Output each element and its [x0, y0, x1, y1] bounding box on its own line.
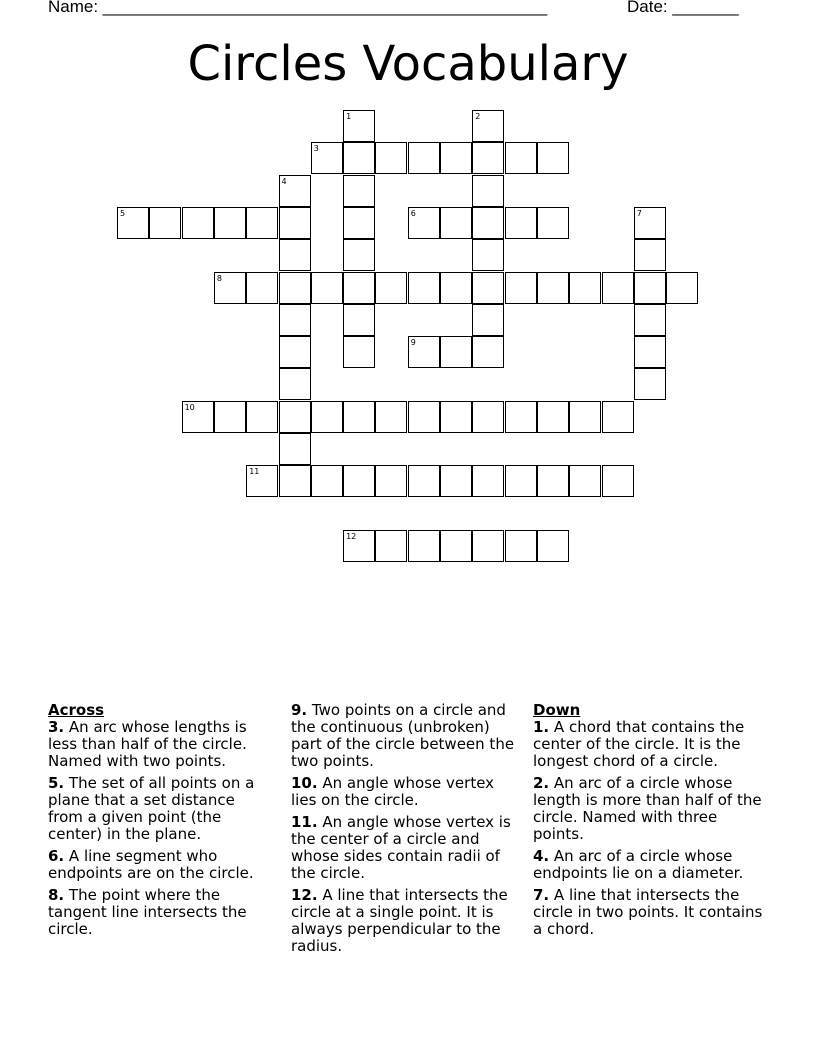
grid-cell[interactable] — [440, 207, 472, 239]
grid-cell[interactable] — [311, 465, 343, 497]
grid-cell[interactable] — [343, 207, 375, 239]
across-clue: 12. A line that intersects the circle at a single point. It is always perpendicular to the radius. — [291, 886, 508, 955]
grid-cell[interactable] — [311, 272, 343, 304]
grid-cell[interactable] — [343, 530, 375, 562]
across-clue: 3. An arc whose lengths is less than half of the circle. Named with two points. — [48, 718, 247, 770]
down-heading: Down — [533, 701, 581, 719]
grid-cell[interactable] — [408, 336, 440, 368]
grid-cell[interactable] — [311, 401, 343, 433]
date-field-label: Date: _______ — [627, 0, 739, 16]
grid-cell[interactable] — [440, 142, 472, 174]
grid-cell[interactable] — [408, 530, 440, 562]
grid-cell[interactable] — [408, 465, 440, 497]
grid-cell[interactable] — [246, 401, 278, 433]
clue-number: 6 — [410, 208, 416, 218]
clues-column-1 — [48, 702, 270, 938]
across-clue: 6. A line segment who endpoints are on the circle. — [48, 847, 254, 882]
clue-number: 7 — [636, 208, 642, 218]
grid-cell[interactable] — [279, 433, 311, 465]
grid-cell[interactable] — [279, 368, 311, 400]
grid-cell[interactable] — [537, 142, 569, 174]
grid-cell[interactable] — [634, 304, 666, 336]
grid-cell[interactable] — [472, 175, 504, 207]
grid-cell[interactable] — [279, 272, 311, 304]
grid-cell[interactable] — [569, 465, 601, 497]
clue-number: 10 — [184, 402, 195, 412]
grid-cell[interactable] — [246, 465, 278, 497]
across-clue: 9. Two points on a circle and the continuous (unbroken) part of the circle between the two points. — [291, 701, 515, 770]
grid-cell[interactable] — [311, 142, 343, 174]
grid-cell[interactable] — [408, 142, 440, 174]
grid-cell[interactable] — [343, 142, 375, 174]
grid-cell[interactable] — [279, 207, 311, 239]
grid-cell[interactable] — [472, 110, 504, 142]
grid-cell[interactable] — [472, 207, 504, 239]
clue-number: 2 — [475, 112, 481, 121]
grid-cell[interactable] — [408, 272, 440, 304]
across-clue: 5. The set of all points on a plane that a set distance from a given point (the center) in the plane. — [48, 774, 255, 843]
grid-cell[interactable] — [537, 530, 569, 562]
clue-number: 5 — [120, 208, 126, 218]
clue-number: 11 — [249, 467, 260, 477]
grid-cell[interactable] — [505, 401, 537, 433]
grid-cell[interactable] — [279, 465, 311, 497]
grid-cell[interactable] — [537, 401, 569, 433]
grid-cell[interactable] — [343, 272, 375, 304]
grid-cell[interactable] — [279, 304, 311, 336]
grid-cell[interactable] — [343, 336, 375, 368]
grid-cell[interactable] — [279, 239, 311, 271]
grid-cell[interactable] — [214, 272, 246, 304]
down-clue: 1. A chord that contains the center of the circle. It is the longest chord of a circle. — [533, 718, 745, 770]
grid-cell[interactable] — [505, 142, 537, 174]
grid-cell[interactable] — [472, 239, 504, 271]
across-clue: 10. An angle whose vertex lies on the circle. — [291, 774, 495, 809]
grid-cell[interactable] — [440, 272, 472, 304]
grid-cell[interactable] — [375, 465, 407, 497]
grid-cell[interactable] — [214, 401, 246, 433]
grid-cell[interactable] — [375, 272, 407, 304]
grid-cell[interactable] — [279, 336, 311, 368]
grid-cell[interactable] — [246, 207, 278, 239]
clue-number: 8 — [216, 273, 222, 283]
grid-cell[interactable] — [569, 401, 601, 433]
clue-number: 3 — [313, 144, 319, 154]
page-title: Circles Vocabulary — [187, 36, 629, 92]
grid-cell[interactable] — [472, 401, 504, 433]
grid-cell[interactable] — [375, 142, 407, 174]
grid-cell[interactable] — [472, 336, 504, 368]
grid-cell[interactable] — [634, 239, 666, 271]
grid-cell[interactable] — [505, 207, 537, 239]
clue-number: 9 — [410, 338, 416, 348]
clues-column-2 — [291, 702, 523, 955]
grid-cell[interactable] — [182, 401, 214, 433]
grid-cell[interactable] — [279, 175, 311, 207]
down-clue: 4. An arc of a circle whose endpoints lie on a diameter. — [533, 847, 744, 882]
down-clue: 2. An arc of a circle whose length is more than half of the circle. Named with three points. — [533, 774, 762, 843]
clue-number: 1 — [346, 112, 352, 121]
clue-number: 4 — [281, 176, 287, 186]
grid-cell[interactable] — [440, 401, 472, 433]
grid-cell[interactable] — [182, 207, 214, 239]
grid-cell[interactable] — [634, 207, 666, 239]
grid-cell[interactable] — [375, 401, 407, 433]
grid-cell[interactable] — [505, 465, 537, 497]
grid-cell[interactable] — [472, 272, 504, 304]
grid-cell[interactable] — [440, 530, 472, 562]
grid-cell[interactable] — [472, 530, 504, 562]
grid-cell[interactable] — [602, 272, 634, 304]
grid-cell[interactable] — [440, 465, 472, 497]
across-clue: 11. An angle whose vertex is the center of a circle and whose sides contain radii of the circle. — [291, 813, 511, 882]
grid-cell[interactable] — [246, 272, 278, 304]
grid-cell[interactable] — [343, 239, 375, 271]
grid-cell[interactable] — [472, 142, 504, 174]
clue-number: 12 — [346, 531, 357, 541]
name-field-label: Name: _______________________________________________ — [48, 0, 548, 16]
grid-cell[interactable] — [537, 272, 569, 304]
grid-cell[interactable] — [602, 465, 634, 497]
grid-cell[interactable] — [117, 207, 149, 239]
grid-cell[interactable] — [440, 336, 472, 368]
grid-cell[interactable] — [279, 401, 311, 433]
grid-cell[interactable] — [343, 465, 375, 497]
grid-cell[interactable] — [408, 401, 440, 433]
grid-cell[interactable] — [472, 465, 504, 497]
grid-cell[interactable] — [666, 272, 698, 304]
grid-cell[interactable] — [634, 336, 666, 368]
clues-column-3 — [533, 702, 768, 938]
grid-cell[interactable] — [343, 304, 375, 336]
grid-cell[interactable] — [634, 368, 666, 400]
grid-cell[interactable] — [602, 401, 634, 433]
grid-cell[interactable] — [505, 530, 537, 562]
grid-cell[interactable] — [569, 272, 601, 304]
grid-cell[interactable] — [634, 272, 666, 304]
grid-cell[interactable] — [343, 110, 375, 142]
down-clue: 7. A line that intersects the circle in two points. It contains a chord. — [533, 886, 763, 938]
across-clue: 8. The point where the tangent line intersects the circle. — [48, 886, 247, 938]
across-heading: Across — [48, 701, 105, 719]
grid-cell[interactable] — [472, 304, 504, 336]
grid-cell[interactable] — [537, 207, 569, 239]
grid-cell[interactable] — [537, 465, 569, 497]
grid-cell[interactable] — [505, 272, 537, 304]
grid-cell[interactable] — [149, 207, 181, 239]
grid-cell[interactable] — [408, 207, 440, 239]
grid-cell[interactable] — [343, 175, 375, 207]
grid-cell[interactable] — [375, 530, 407, 562]
grid-cell[interactable] — [214, 207, 246, 239]
grid-cell[interactable] — [343, 401, 375, 433]
